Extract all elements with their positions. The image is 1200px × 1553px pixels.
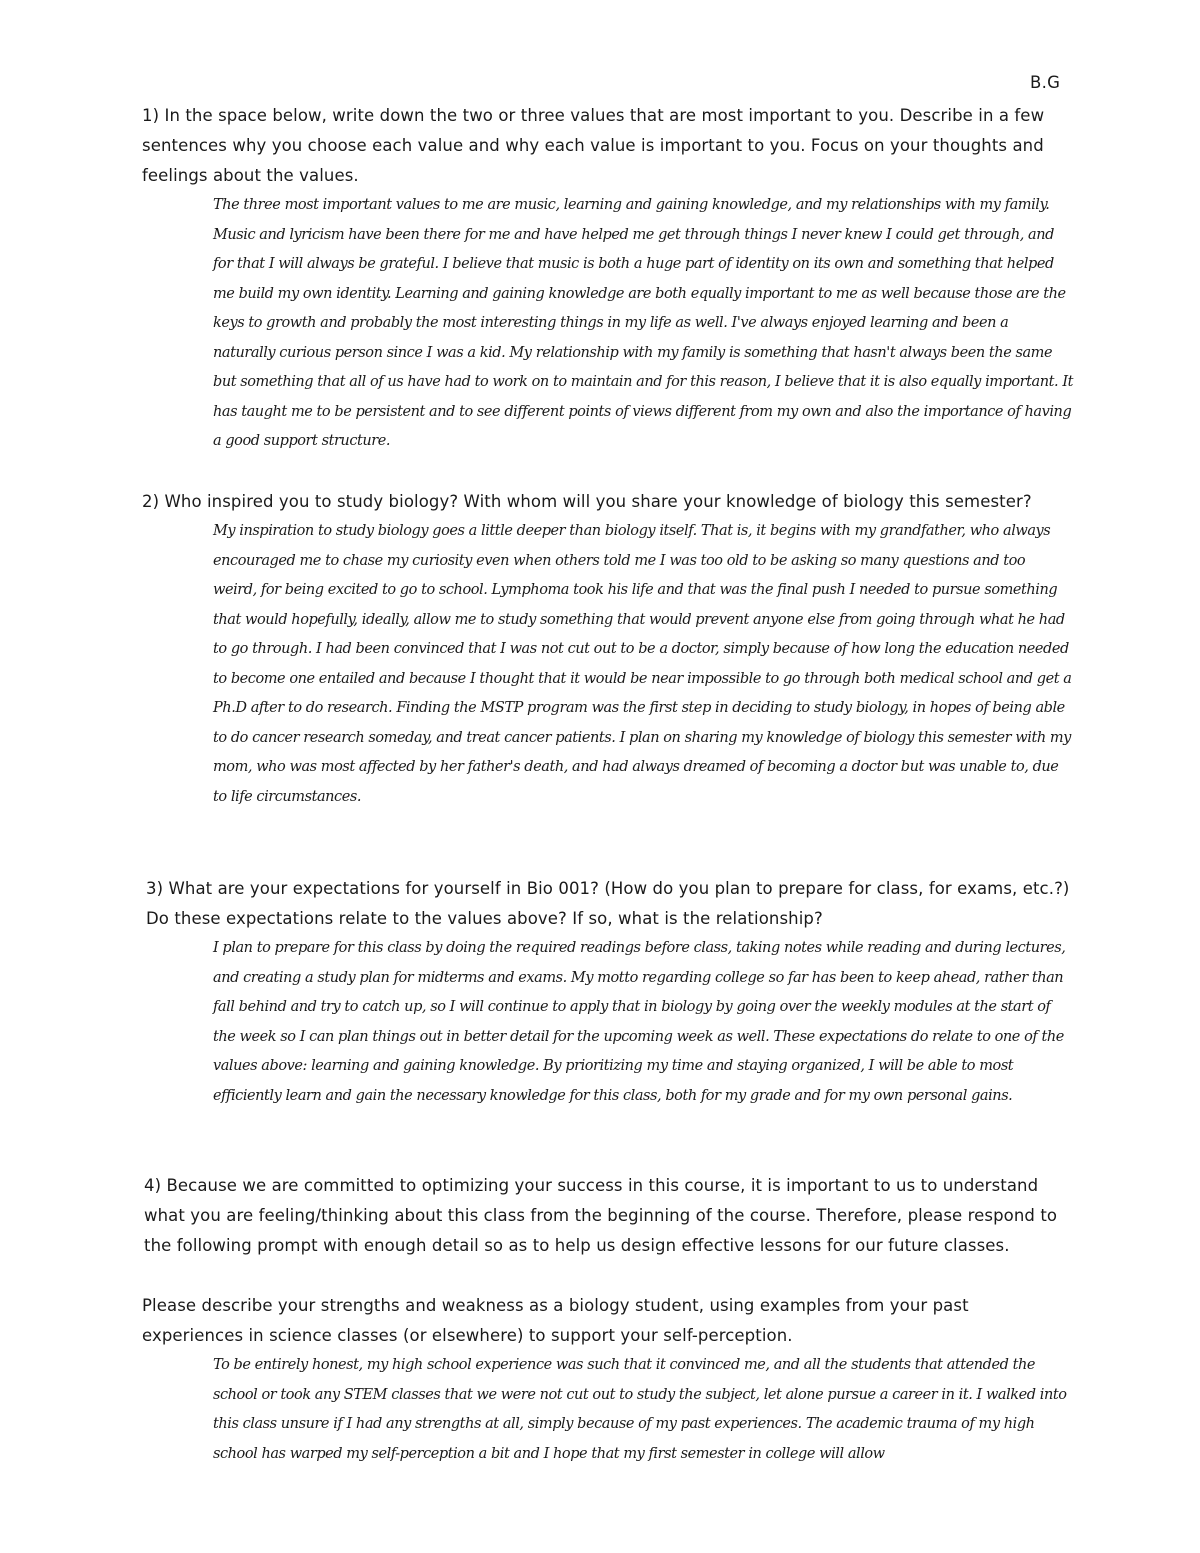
question-3-prompt: 3) What are your expectations for yourself in Bio 001? (How do you plan to prepare for class, for exams, etc.?) Do these expectations relate to the values above? If so, what is the relationship? bbox=[146, 879, 1070, 928]
question-1-response: The three most important values to me are music, learning and gaining knowledge, and my relationships with my family. Music and lyricism have been there for me and have helped me get through things I never knew I could get through, and for that I will always be grateful. I believe that music is both a huge part of identity on its own and something that helped me build my own identity. Learning and gaining knowledge are both equally important to me as well because those are the keys to growth and probably the most interesting things in my life as well. I've always enjoyed learning and been a naturally curious person since I was a kid. My relationship with my family is something that hasn't always been the same but something that all of us have had to work on to maintain and for this reason, I believe that it is also equally important. It has taught me to be persistent and to see different points of views different from my own and also the importance of having a good support structure. bbox=[213, 197, 1073, 449]
author-initials: B.G bbox=[1030, 73, 1061, 92]
question-4-prompt: 4) Because we are committed to optimizing your success in this course, it is important to us to understand what you are feeling/thinking about this class from the beginning of the course. Therefore, please respond to the following prompt with enough detail so as to help us design effective lessons for our future classes. bbox=[144, 1176, 1058, 1255]
question-4-response: To be entirely honest, my high school experience was such that it convinced me, and all the students that attended the school or took any STEM classes that we were not cut out to study the subject, let alone pursue a career in it. I walked into this class unsure if I had any strengths at all, simply because of my past experiences. The academic trauma of my high school has warped my self-perception a bit and I hope that my first semester in college will allow bbox=[213, 1357, 1067, 1462]
question-2-prompt: 2) Who inspired you to study biology? With whom will you share your knowledge of biology this semester? bbox=[142, 492, 1032, 511]
question-1-prompt: 1) In the space below, write down the two or three values that are most important to you. Describe in a few sentences why you choose each value and why each value is important to you. Focus on your thoughts and feelings about the values. bbox=[142, 106, 1045, 185]
question-4-subprompt: Please describe your strengths and weakness as a biology student, using examples from your past experiences in science classes (or elsewhere) to support your self-perception. bbox=[142, 1296, 969, 1345]
question-3-response: I plan to prepare for this class by doing the required readings before class, taking notes while reading and during lectures, and creating a study plan for midterms and exams. My motto regarding college so far has been to keep ahead, rather than fall behind and try to catch up, so I will continue to apply that in biology by going over the weekly modules at the start of the week so I can plan things out in better detail for the upcoming week as well. These expectations do relate to one of the values above: learning and gaining knowledge. By prioritizing my time and staying organized, I will be able to most efficiently learn and gain the necessary knowledge for this class, both for my grade and for my own personal gains. bbox=[213, 940, 1066, 1104]
question-2-response: My inspiration to study biology goes a little deeper than biology itself. That is, it begins with my grandfather, who always encouraged me to chase my curiosity even when others told me I was too old to be asking so many questions and too weird, for being excited to go to school. Lymphoma took his life and that was the final push I needed to pursue something that would hopefully, ideally, allow me to study something that would prevent anyone else from going through what he had to go through. I had been convinced that I was not cut out to be a doctor, simply because of how long the education needed to become one entailed and because I thought that it would be near impossible to go through both medical school and get a Ph.D after to do research. Finding the MSTP program was the first step in deciding to study biology, in hopes of being able to do cancer research someday, and treat cancer patients. I plan on sharing my knowledge of biology this semester with my mom, who was most affected by her father's death, and had always dreamed of becoming a doctor but was unable to, due to life circumstances. bbox=[213, 523, 1072, 805]
